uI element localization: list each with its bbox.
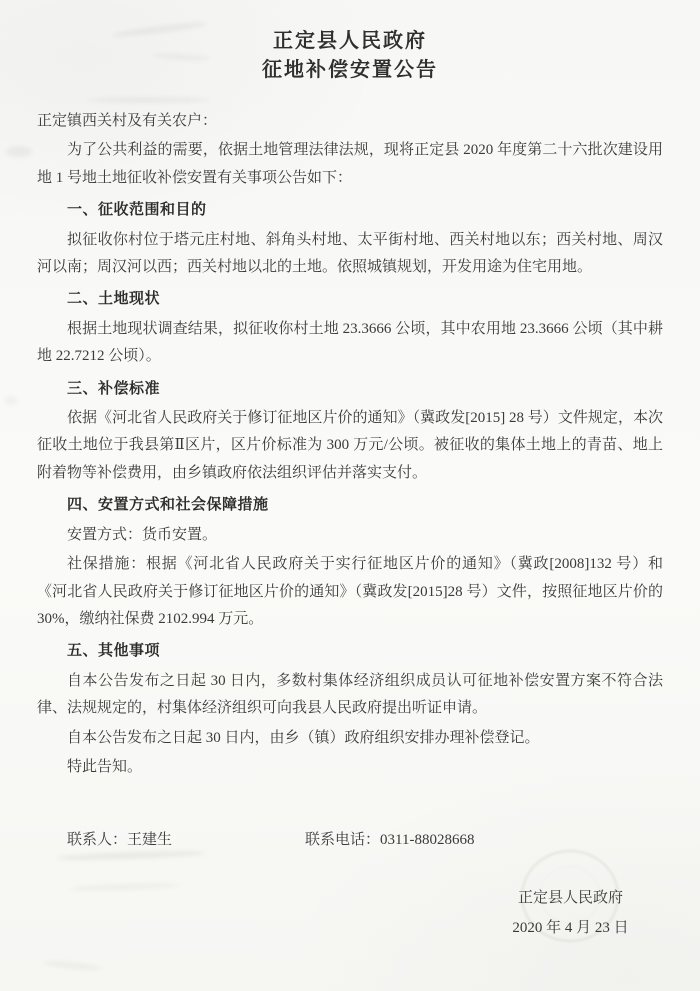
section-5-paragraph-2: 自本公告发布之日起 30 日内，由乡（镇）政府组织安排办理补偿登记。 [67,729,540,746]
section-3-heading: 三、补偿标准 [67,380,161,397]
signature-issuer: 正定县人民政府 [517,890,623,906]
section-5-paragraph-1: 自本公告发布之日起 30 日内，多数村集体经济组织成员认可征地补偿安置方案不符合法律、法规规定的，村集体经济组织可向我县人民政府提出听证申请。 [37,672,663,717]
salutation: 正定镇西关村及有关农户： [37,113,218,129]
signature-date: 2020 年 4 月 23 日 [512,920,629,936]
contact-person: 联系人：王建生 [67,832,173,849]
scan-artifact [42,959,102,972]
scan-artifact [86,97,211,103]
document-header [0,0,700,85]
section-2-heading: 二、土地现状 [67,291,161,308]
section-4-heading: 四、安置方式和社会保障措施 [67,497,269,514]
intro-paragraph: 为了公共利益的需要，依据土地管理法律法规，现将正定县 2020 年度第二十六批次建设用地 1 号地土地征收补偿安置有关事项公告如下： [37,142,663,186]
section-3-paragraph-1: 依据《河北省人民政府关于修订征地区片价的通知》（冀政发[2015] 28 号）文件规定，本次征收土地位于我县第Ⅱ区片，区片价标准为 300 万元/公顷。被征收的集体土地上的青苗、地上附着物等补偿费用，由乡镇政府依法组织评估并落实支付。 [37,410,663,481]
document-subtitle: 征地补偿安置公告 [262,59,438,81]
signature-block [468,883,673,943]
scan-artifact [70,882,180,892]
section-5-heading: 五、其他事项 [67,643,161,660]
document-title: 正定县人民政府 [273,30,427,52]
section-2-paragraph-1: 根据土地现状调查结果，拟征收你村土地 23.3666 公顷，其中农用地 23.3666 公顷（其中耕地 22.7212 公顷）。 [37,320,663,365]
section-1-paragraph-1: 拟征收你村位于塔元庄村地、斜角头村地、太平街村地、西关村地以东；西关村地、周汉河以南；周汉河以西；西关村地以北的土地。依照城镇规划，开发用途为住宅用地。 [37,231,663,276]
document-body [0,108,700,855]
section-4-paragraph-2: 社保措施：根据《河北省人民政府关于实行征地区片价的通知》（冀政[2008]132 号）和《河北省人民政府关于修订征地区片价的通知》（冀政发[2015]28 号）文件，按照征地区片价的 30%，缴纳社保费 2102.994 万元。 [37,556,663,627]
section-1-heading: 一、征收范围和目的 [67,202,207,219]
section-4-paragraph-1: 安置方式：货币安置。 [67,526,218,543]
closing-statement: 特此告知。 [67,758,143,775]
contact-phone: 联系电话：0311-88028668 [305,832,475,849]
